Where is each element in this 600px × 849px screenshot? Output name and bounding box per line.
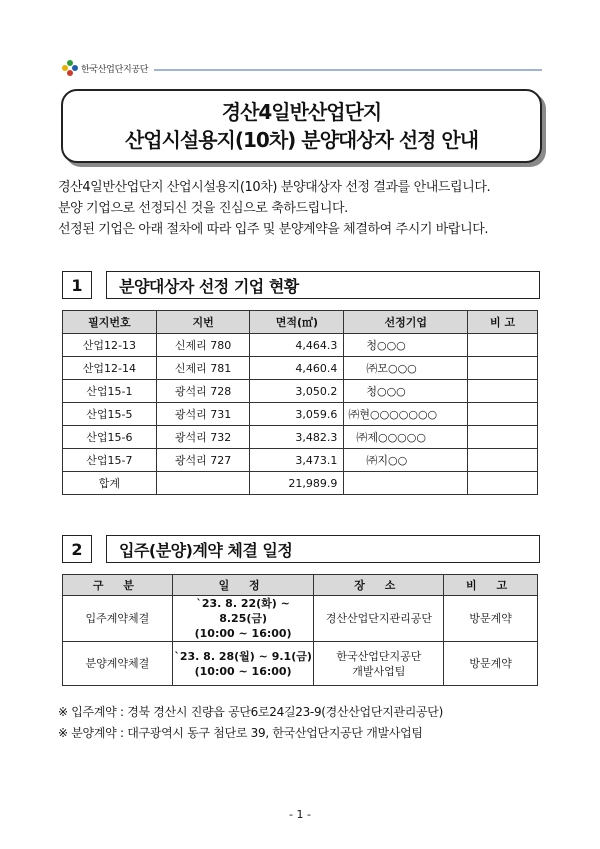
- area: 4,460.4: [250, 357, 344, 380]
- section-number: 2: [62, 535, 92, 563]
- intro-paragraph: [58, 177, 558, 240]
- company: 청○○○: [344, 334, 468, 357]
- remarks: 방문계약: [444, 596, 538, 642]
- location-line: 경산산업단지관리공단: [325, 612, 432, 625]
- remarks: [468, 449, 538, 472]
- area: 3,050.2: [250, 380, 344, 403]
- area: 4,464.3: [250, 334, 344, 357]
- column-header: 지번: [156, 311, 250, 334]
- table-row: [63, 334, 538, 357]
- company: ㈜지○○: [344, 449, 468, 472]
- remarks: [468, 403, 538, 426]
- page-number: - 1 -: [289, 808, 311, 821]
- page-header: [62, 60, 542, 80]
- location-line: 한국산업단지공단: [336, 649, 422, 663]
- address: 광석리 728: [156, 380, 250, 403]
- total-row: [63, 472, 538, 495]
- intro-line: 분양 기업으로 선정되신 것을 진심으로 축하드립니다.: [58, 201, 348, 216]
- section-number: 1: [62, 271, 92, 299]
- org-logo: [62, 60, 148, 76]
- address: 광석리 732: [156, 426, 250, 449]
- schedule: [172, 596, 314, 642]
- area: 3,482.3: [250, 426, 344, 449]
- column-header: 선정기업: [344, 311, 468, 334]
- table-row: [63, 426, 538, 449]
- schedule-date: `23. 8. 22(화) ~ 8.25(금): [196, 597, 290, 625]
- total-company: [344, 472, 468, 495]
- title-line-2: 산업시설용지(10차) 분양대상자 선정 안내: [124, 128, 479, 152]
- table-row: [63, 357, 538, 380]
- total-remarks: [468, 472, 538, 495]
- area: 3,059.6: [250, 403, 344, 426]
- company: ㈜현○○○○○○○: [344, 403, 468, 426]
- total-area: 21,989.9: [250, 472, 344, 495]
- intro-line: 경산4일반산업단지 산업시설용지(10차) 분양대상자 선정 결과를 안내드립니다.: [58, 180, 491, 195]
- column-header: 필지번호: [63, 311, 157, 334]
- address: 광석리 727: [156, 449, 250, 472]
- table-row: [63, 403, 538, 426]
- org-name: 한국산업단지공단: [81, 64, 149, 75]
- contract-type: 입주계약체결: [63, 596, 173, 642]
- table-row: [63, 642, 538, 686]
- address: 광석리 731: [156, 403, 250, 426]
- schedule-time: (10:00 ~ 16:00): [194, 664, 292, 678]
- remarks: [468, 380, 538, 403]
- company: ㈜모○○○: [344, 357, 468, 380]
- company: ㈜제○○○○○: [344, 426, 468, 449]
- lot-number: 산업15-7: [63, 449, 157, 472]
- total-address: [156, 472, 250, 495]
- location: [314, 642, 444, 686]
- remarks: [468, 357, 538, 380]
- contract-schedule-table: [62, 574, 538, 686]
- location-line: 개발사업팀: [352, 664, 406, 678]
- logo-icon: [62, 60, 78, 76]
- note-line: ※ 입주계약 : 경북 경산시 진량읍 공단6로24길23-9(경산산업단지관리공단): [58, 705, 443, 719]
- lot-number: 산업15-6: [63, 426, 157, 449]
- table-row: [63, 449, 538, 472]
- section-title: 입주(분양)계약 체결 일정: [106, 535, 540, 563]
- contract-type: 분양계약체결: [63, 642, 173, 686]
- remarks: 방문계약: [444, 642, 538, 686]
- company: 청○○○: [344, 380, 468, 403]
- address: 신제리 780: [156, 334, 250, 357]
- column-header: 일 정: [172, 575, 314, 596]
- table-row: [63, 596, 538, 642]
- area: 3,473.1: [250, 449, 344, 472]
- remarks: [468, 334, 538, 357]
- table-header-row: [63, 575, 538, 596]
- notes: [58, 702, 578, 744]
- schedule: [172, 642, 314, 686]
- lot-number: 산업15-5: [63, 403, 157, 426]
- column-header: 장 소: [314, 575, 444, 596]
- title-box: [61, 89, 542, 163]
- note-line: ※ 분양계약 : 대구광역시 동구 첨단로 39, 한국산업단지공단 개발사업팀: [58, 726, 423, 740]
- intro-line: 선정된 기업은 아래 절차에 따라 입주 및 분양계약을 체결하여 주시기 바랍니다.: [58, 222, 489, 237]
- table-header-row: [63, 311, 538, 334]
- lot-number: 산업12-13: [63, 334, 157, 357]
- table-row: [63, 380, 538, 403]
- total-label: 합계: [63, 472, 157, 495]
- schedule-date: `23. 8. 28(월) ~ 9.1(금): [174, 649, 312, 663]
- schedule-time: (10:00 ~ 16:00): [194, 627, 292, 640]
- location: [314, 596, 444, 642]
- lot-number: 산업12-14: [63, 357, 157, 380]
- address: 신제리 781: [156, 357, 250, 380]
- column-header: 비 고: [444, 575, 538, 596]
- header-divider: [154, 69, 542, 71]
- section-title: 분양대상자 선정 기업 현황: [106, 271, 540, 299]
- column-header: 비 고: [468, 311, 538, 334]
- lot-number: 산업15-1: [63, 380, 157, 403]
- section-1-heading: [62, 271, 540, 299]
- column-header: 구 분: [63, 575, 173, 596]
- title-line-1: 경산4일반산업단지: [221, 100, 382, 124]
- section-2-heading: [62, 535, 540, 563]
- column-header: 면적(㎡): [250, 311, 344, 334]
- remarks: [468, 426, 538, 449]
- selected-companies-table: [62, 310, 538, 495]
